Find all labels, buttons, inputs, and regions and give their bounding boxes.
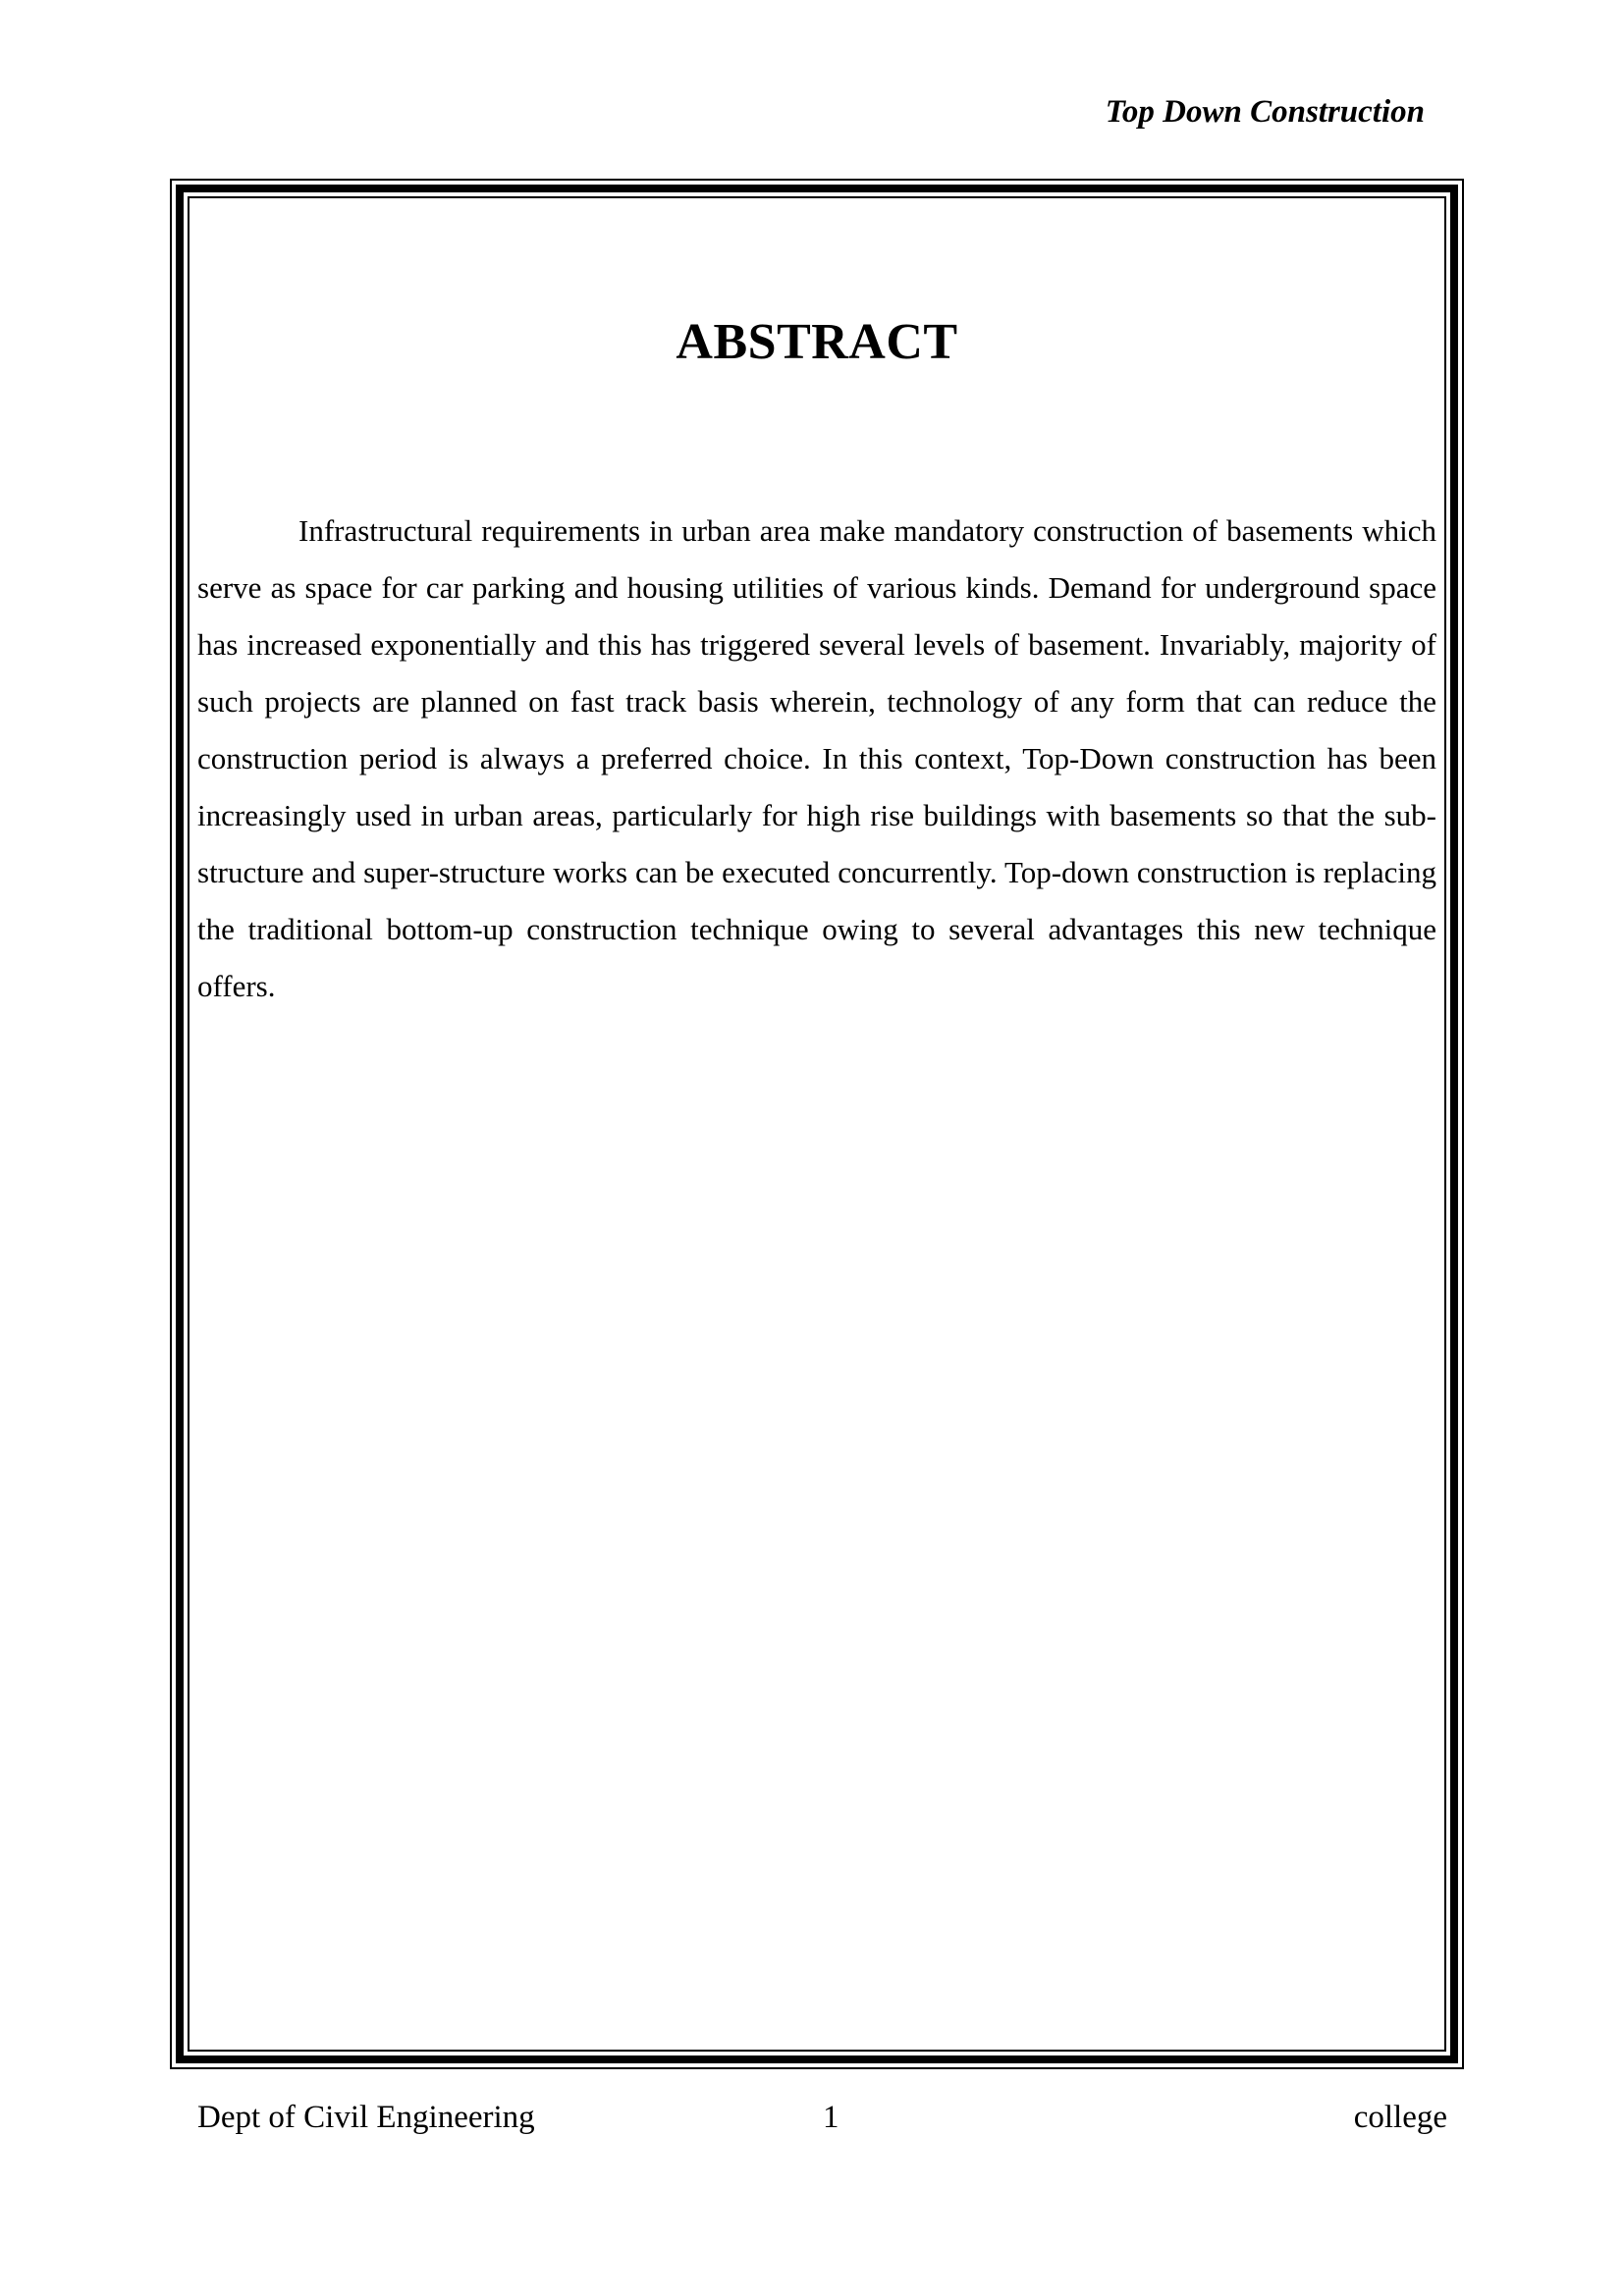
running-header-title: Top Down Construction [1105,94,1425,130]
page-content [197,206,1436,1015]
abstract-paragraph: Infrastructural requirements in urban area make mandatory construction of basements which serve as space for car parking and housing utilities of various kinds. Demand for underground space has increased exponentially and this has triggered several levels of basement. Invariably, majority of such projects are planned on fast track basis wherein, technology of any form that can reduce the construction period is always a preferred choice. In this context, Top-Down construction has been increasingly used in urban areas, particularly for high rise buildings with basements so that the sub-structure and super-structure works can be executed concurrently. Top-down construction is replacing the traditional bottom-up construction technique owing to several advantages this new technique offers. [197,513,1436,1004]
footer-department: Dept of Civil Engineering [197,2100,535,2135]
footer-page-number: 1 [823,2100,839,2135]
abstract-heading: ABSTRACT [676,314,958,370]
footer-institution: college [1353,2100,1447,2135]
running-footer [197,2098,1447,2137]
